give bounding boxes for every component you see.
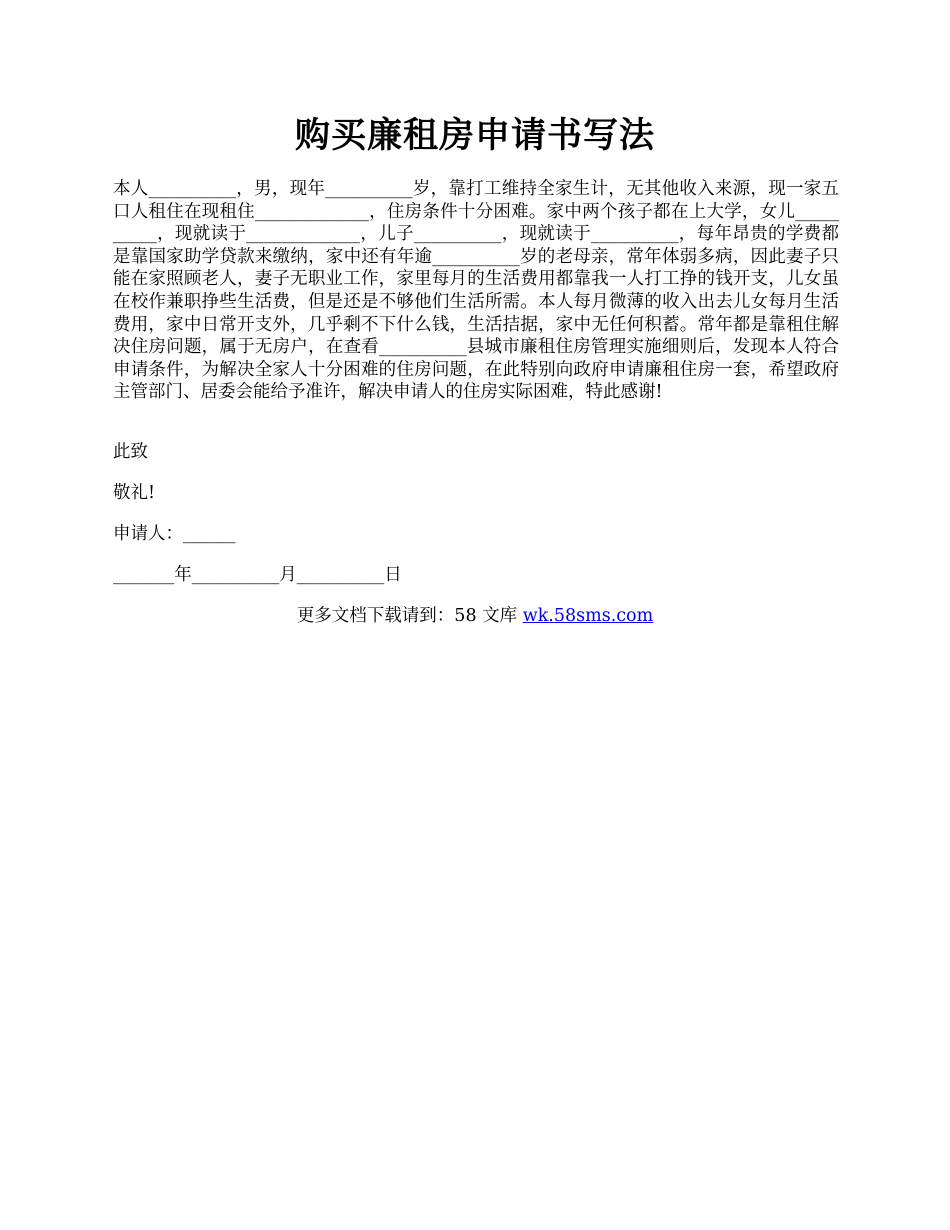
footer-text: 更多文档下载请到：58 文库	[296, 606, 523, 626]
applicant-signature-line: 申请人：______	[113, 524, 236, 544]
document-title: 购买廉租房申请书写法	[294, 115, 655, 156]
download-footer	[0, 604, 950, 628]
footer-link[interactable]: wk.58sms.com	[522, 606, 654, 626]
salutation-line: 敬礼!	[113, 483, 156, 503]
closing-line: 此致	[113, 442, 148, 462]
date-line: _______年__________月__________日	[113, 565, 402, 585]
application-body: 本人__________，男，现年__________岁，靠打工维持全家生计，无其他收入来源，现一家五口人租住在现租住_____________，住房条件十分困难。家中两个孩子都在上大学，女儿__________，现就读于_____________，儿子__________，现就读于__________，每年昂贵的学费都是靠国家助学贷款来缴纳，家中还有年逾__________岁的老母亲，常年体弱多病，因此妻子只能在家照顾老人，妻子无职业工作，家里每月的生活费用都靠我一人打工挣的钱开支，儿女虽在校作兼职挣些生活费，但是还是不够他们生活所需。本人每月微薄的收入出去儿女每月生活费用，家中日常开支外，几乎剩不下什么钱，生活拮据，家中无任何积蓄。常年都是靠租住解决住房问题，属于无房户，在查看__________县城市廉租住房管理实施细则后，发现本人符合申请条件，为解决全家人十分困难的住房问题，在此特别向政府申请廉租住房一套，希望政府主管部门、居委会能给予准许，解决申请人的住房实际困难，特此感谢!	[113, 179, 839, 403]
